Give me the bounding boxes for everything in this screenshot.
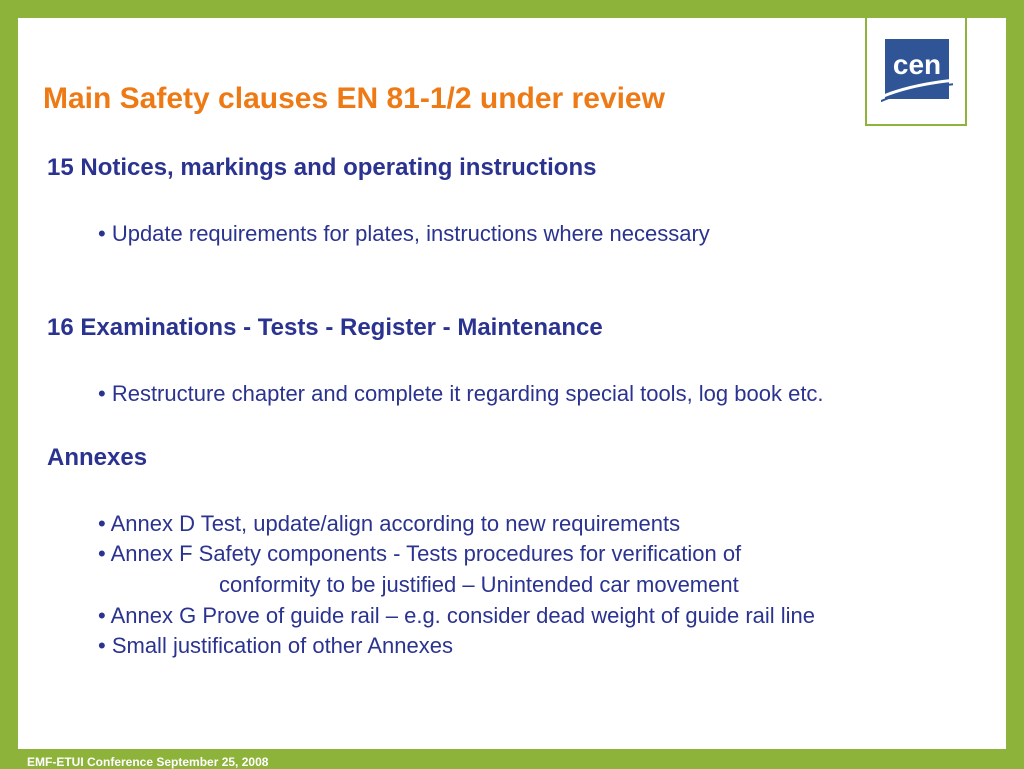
bullet-item: • Small justification of other Annexes: [98, 633, 453, 658]
slide-title: Main Safety clauses EN 81-1/2 under review: [43, 82, 665, 115]
bullet-item: • Annex D Test, update/align according to new requirements: [98, 511, 681, 536]
footer-text: EMF-ETUI Conference September 25, 2008: [27, 755, 269, 769]
bullet-item: • Annex G Prove of guide rail – e.g. consider dead weight of guide rail line: [98, 603, 816, 628]
bullet-item: • Annex F Safety components - Tests procedures for verification of: [98, 541, 742, 566]
cen-logo-text: cen: [892, 49, 942, 80]
section-heading-16: 16 Examinations - Tests - Register - Maintenance: [47, 314, 603, 341]
section-heading-annexes: Annexes: [47, 444, 148, 471]
bullet-continuation: conformity to be justified – Unintended car movement: [219, 572, 739, 597]
section-heading-15: 15 Notices, markings and operating instructions: [47, 154, 597, 181]
bullet-item: • Update requirements for plates, instructions where necessary: [98, 221, 710, 246]
cen-logo: [881, 36, 953, 102]
slide: [18, 18, 1006, 749]
bullet-item: • Restructure chapter and complete it regarding special tools, log book etc.: [98, 381, 824, 406]
cen-logo-box: [865, 18, 967, 126]
